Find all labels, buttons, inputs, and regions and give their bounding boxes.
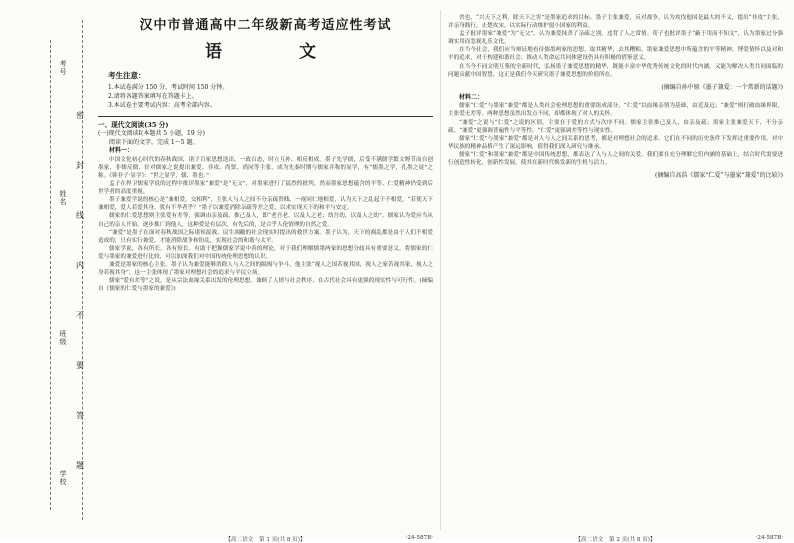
seal-char: 线: [76, 211, 84, 220]
seal-char: 封: [76, 161, 84, 170]
paragraph: “兼爱”是墨子在面对春秋战国之际诸侯混战、民生凋敝的社会现实时提出的救世方案。墨子认为，天下的祸乱都是由于人们不相爱造成的，只有实行兼爱，才能消除战争和纷乱，实现社会的和谐与太平。: [98, 229, 433, 244]
seal-char: 内: [76, 261, 84, 270]
paragraph: 儒家“仁爱”和墨家“兼爱”都是中国传统思想，都表达了人与人之间的关爱。我们要在充分理解它们内涵的基础上，结合时代需要进行创造性转化、创新性发展，使其在新时代焕发新的生机与活力。: [448, 151, 783, 166]
paragraph: 舍也，“兴天下之利，除天下之害”是墨家追求的目标。墨子主张兼爱，反对战争，认为攻伐他国是最大的不义，提出“非攻”主张，并亲身践行，止楚攻宋，以实际行动维护弱小国家的利益。: [448, 15, 783, 30]
exam-code: ·24-587B·: [405, 535, 433, 541]
seal-char: 题: [76, 461, 84, 470]
exam-number-label: 考号: [59, 60, 67, 76]
material-label: 材料一：: [109, 147, 134, 155]
paragraph: 儒家“爱有差等”之说，是从宗法血缘关系出发的伦理思想，兼顾了人情与社会秩序，在古代社会具有更强的现实性与可行性。(摘编自《儒家的仁爱与墨家的兼爱》): [98, 278, 433, 293]
binding-strip: [0, 0, 88, 539]
paragraph: “兼爱”之说与“仁爱”之说的区别，主要在于爱的方式与次序不同。儒家主张推己及人，由亲及疏；墨家主张兼爱天下，不分亲疏。“兼爱”更强调普遍性与平等性，“仁爱”更强调差等性与现实性。: [448, 119, 783, 134]
school-label: 学校: [59, 470, 67, 486]
subsection-heading: (一)现代文阅读Ⅰ(本题共 5 小题，19 分): [98, 130, 205, 137]
exam-code: ·24-587B·: [755, 535, 783, 541]
page-number: 【高二语文 第 1 页(共 8 页)】: [225, 537, 306, 543]
paragraph: 儒家的仁爱思想则主张爱有差等，强调由亲及疏、推己及人，即“老吾老，以及人之老；幼吾幼，以及人之幼”。儒家认为爱应当从自己的亲人开始，逐步推广到他人，这种爱是有层次、有先后的，是合乎人伦情理的自然之爱。: [98, 213, 433, 228]
paragraph: 中国文化初心时代的春秋战国，诸子百家思想迭出，一政百态，时立互补，相反相成。墨子先学儒，后受不满儒学繁文缛节而自创墨家，非儒反儒，针对儒家之说提出兼爱、非攻、尚贤、尚同等主张，成为先秦时期与儒家并称的显学，有“儒墨之学，孔墨之徒”之称。《韩非子·显学》：“世之显学，儒、墨也。”: [98, 156, 433, 179]
paragraph: 在当今不同文明互鉴的全新时代，弘扬墨子兼爱思想的精华，既能丰富中华优秀传统文化的时代内涵，又能为解决人类共同面临的问题贡献中国智慧，这正是我们今天研究墨子兼爱思想的价值所在。: [448, 63, 783, 78]
column-divider: [440, 10, 441, 530]
instruction: 阅读下面的文字，完成 1～5 题。: [109, 138, 199, 146]
subject-title: 语 文: [205, 42, 346, 62]
seal-char: 密: [76, 111, 84, 120]
paragraph: 儒家“仁爱”与墨家“兼爱”都是人类社会伦理思想的重要组成部分。“仁爱”以血缘亲情为基础，由近及远；“兼爱”则打破血缘界限，主张爱无差等。两种思想虽然出发点不同，却都体现了对人的关怀。: [448, 103, 783, 118]
left-column: [98, 14, 433, 293]
paragraph: 孟子批评墨家“兼爱”为“无父”，认为兼爱抹杀了亲疏之别，违背了人之常情。荀子也批评墨子“蔽于用而不知文”，认为墨家过分强调实用而忽视礼乐文化。: [448, 31, 783, 46]
notice-item: 1.本试卷满分 150 分，考试时间 150 分钟。: [108, 84, 229, 91]
paragraph: 墨子兼爱学说的核心是“兼相爱，交相利”，主张人与人之间不分亲疏贵贱、一视同仁地相爱，认为天下之乱起于不相爱，“若使天下兼相爱，爱人若爱其身，犹有不孝者乎？”墨子以兼爱消除亲疏等差之爱，以求实现天下的和平与安定。: [98, 197, 433, 212]
notice-heading: 考生注意：: [108, 71, 146, 80]
seal-char: 不: [76, 311, 84, 320]
name-label: 姓名: [59, 190, 67, 206]
paragraph: 孟子在捍卫儒家学说的过程中批评墨家“兼爱”是“无父”，对墨家进行了猛烈的批判，然而墨家思想蕴含的平等、仁爱精神仍受到后世学者的高度重视。: [98, 181, 433, 196]
exam-title: 汉中市普通高中二年级新高考适应性考试: [139, 18, 392, 33]
seal-char: 要: [76, 361, 84, 370]
section-heading: 一、现代文阅读(35 分): [98, 121, 169, 129]
class-label: 班级: [59, 330, 67, 346]
seal-char: 答: [76, 411, 84, 420]
fill-line: [50, 40, 51, 510]
source-citation: (摘编自孙中原《墨子兼爱：一个常新的话题》): [661, 83, 783, 91]
source-citation: (摘编自高浩《儒家“仁爱”与墨家“兼爱”的比较》): [655, 172, 783, 180]
paragraph: 儒家学说，各有所长，各有短长。有助于把握儒家学说中善的理论，对于我们理解儒墨两家的思想分歧具有重要意义。将儒家的仁爱与墨家的兼爱进行比较，可以加深我们对中国传统伦理思想的认识。: [98, 245, 433, 260]
divider-rule: [98, 116, 433, 117]
notice-item: 2.请将各题答案填写在答题卡上。: [108, 93, 198, 100]
paragraph: 儒家“仁爱”与墨家“兼爱”都是对人与人之间关系的思考，都是对理想社会的追求。它们在不同的历史条件下发挥过重要作用，对中华民族的精神品格产生了深远影响，值得我们深入研究与继承。: [448, 135, 783, 150]
paragraph: 在当今社会，我们应当辩证地看待儒墨两家的思想，取其精华，去其糟粕。墨家兼爱思想中所蕴含的平等精神、博爱情怀以及对和平的追求，对于构建和谐社会、推动人类命运共同体建设仍具有积极的借鉴意义。: [448, 47, 783, 62]
right-column: [448, 14, 783, 182]
paragraph: 兼爱是墨家的核心主张。墨子认为兼爱能够消除人与人之间的隔阂与争斗，他主张“视人之国若视其国，视人之家若视其家，视人之身若视其身”，这一主张体现了墨家对理想社会的追求与平民立场。: [98, 262, 433, 277]
page-number: 【高二语文 第 2 页(共 8 页)】: [575, 537, 656, 543]
notice-item: 3.本试卷主要考试内容：高考全部内容。: [108, 102, 216, 109]
material-label: 材料二：: [459, 93, 484, 101]
